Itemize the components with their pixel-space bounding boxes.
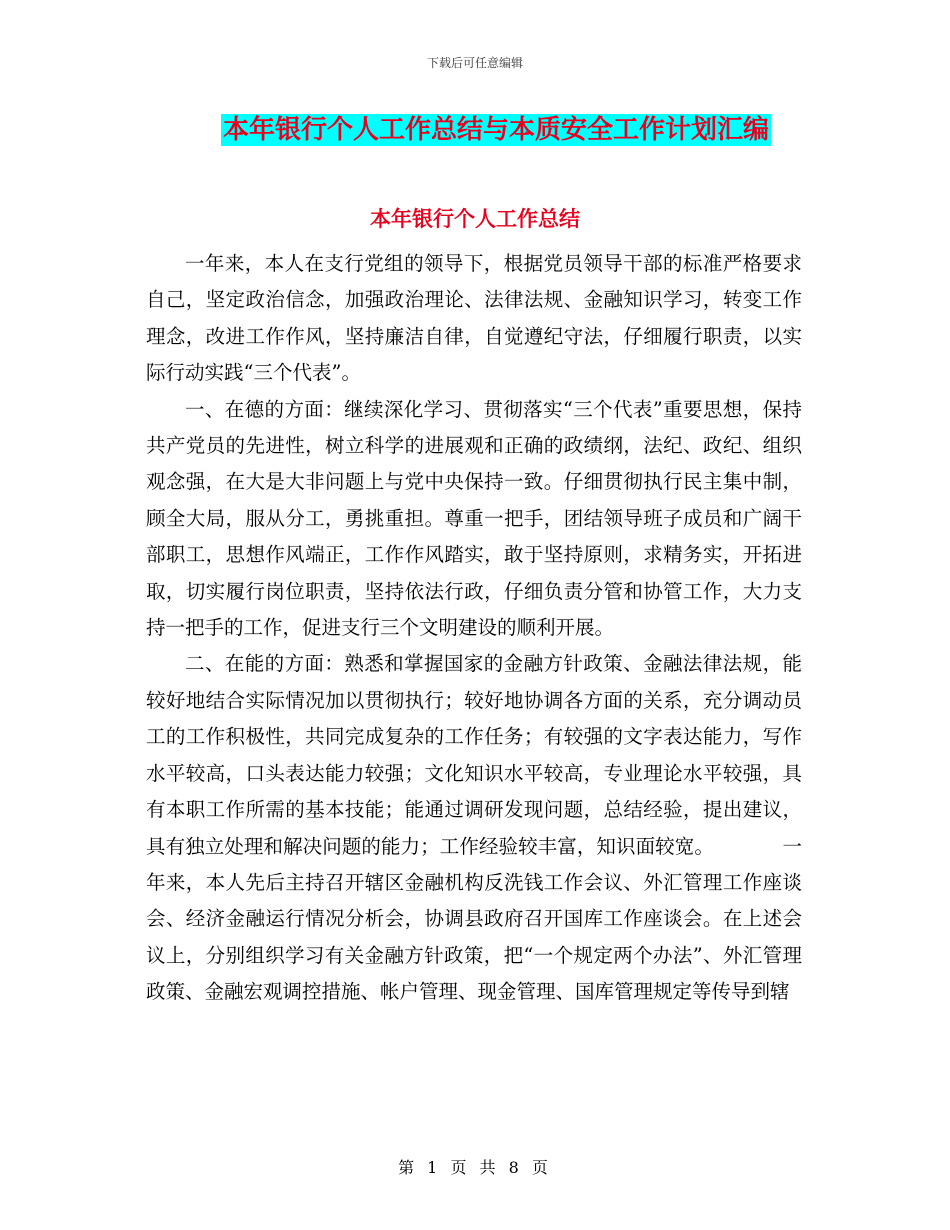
section-title: 本年银行个人工作总结 [370, 207, 580, 231]
paragraph-intro: 一年来，本人在支行党组的领导下，根据党员领导干部的标准严格要求自己，坚定政治信念，加强政治理论、法律法规、金融知识学习，转变工作理念，改进工作作风，坚持廉洁自律，自觉遵纪守法，仔细履行职责，以实际行动实践“三个代表”。 [146, 252, 802, 385]
document-body [146, 246, 802, 1011]
page-footer: 第 1 页 共 8 页 [398, 1158, 552, 1177]
paragraph-morality: 一、在德的方面：继续深化学习、贯彻落实“三个代表”重要思想，保持共产党员的先进性，树立科学的进展观和正确的政绩纲，法纪、政纪、组织观念强，在大是大非问题上与党中央保持一致。仔细贯彻执行民主集中制，顾全大局，服从分工，勇挑重担。尊重一把手，团结领导班子成员和广阔干部职工，思想作风端正，工作作风踏实，敢于坚持原则，求精务实，开拓进取，切实履行岗位职责，坚持依法行政，仔细负责分管和协管工作，大力支持一把手的工作，促进支行三个文明建设的顺利开展。 [146, 397, 802, 640]
header-note: 下载后可任意编辑 [426, 56, 523, 70]
document-title: 本年银行个人工作总结与本质安全工作计划汇编 [223, 115, 770, 145]
paragraph-ability: 二、在能的方面：熟悉和掌握国家的金融方针政策、金融法律法规，能较好地结合实际情况加以贯彻执行；较好地协调各方面的关系，充分调动员工的工作积极性，共同完成复杂的工作任务；有较强的文字表达能力，写作水平较高，口头表达能力较强；文化知识水平较高，专业理论水平较强，具有本职工作所需的基本技能；能通过调研发现问题，总结经验，提出建议，具有独立处理和解决问题的能力；工作经验较丰富，知识面较宽。 一年来，本人先后主持召开辖区金融机构反洗钱工作会议、外汇管理工作座谈会、经济金融运行情况分析会，协调县政府召开国库工作座谈会。在上述会议上，分别组织学习有关金融方针政策，把“一个规定两个办法”、外汇管理政策、金融宏观调控措施、帐户管理、现金管理、国库管理规定等传导到辖 [146, 652, 802, 1004]
